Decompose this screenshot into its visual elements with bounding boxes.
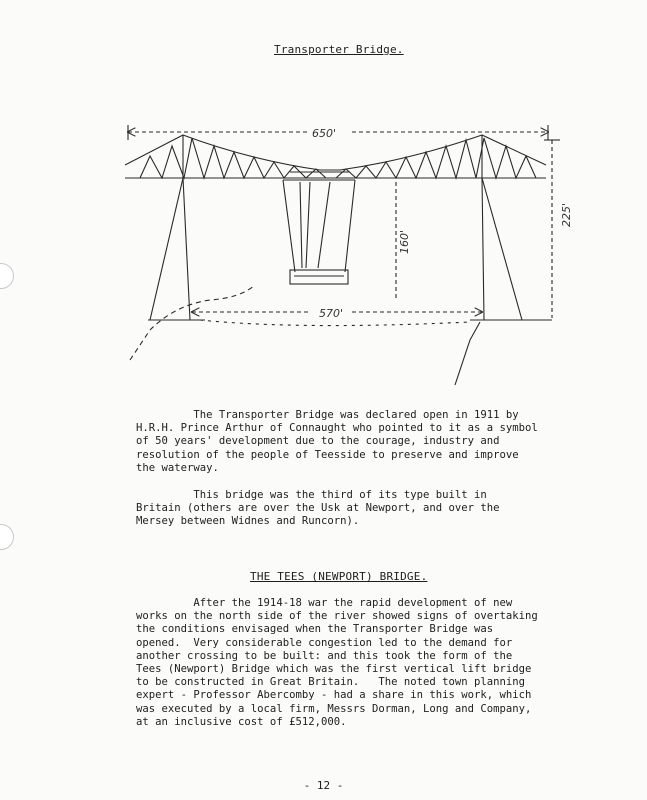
right-tower-leg-inner (482, 178, 484, 320)
paragraph-tees-bridge: After the 1914-18 war the rapid development of new works on the north side of the river showed signs of overtaking the conditions envisaged when the Transporter Bridge was opened. Very considerable congestion led to the demand for another crossing to be built: and this took the form of the Tees (Newport) Bridge which was the first vertical lift bridge to be constructed in Great Britain. The noted town planning expert - Professor Abercomby - had a share in this work, which was executed by a local firm, Messrs Dorman, Long and Company, at an inclusive cost of £512,000. (136, 597, 538, 728)
right-tower-leg-outer (482, 178, 522, 320)
truss-top-chord (125, 135, 546, 170)
paragraph-third-bridge: This bridge was the third of its type built in Britain (others are over the Usk at Newport, and over the Mersey between Widnes and Runcorn). (136, 489, 500, 528)
span-bottom-label: 570' (319, 307, 344, 320)
height-label: 225' (560, 202, 573, 227)
clearance-label: 160' (398, 229, 411, 254)
paragraph-opening: The Transporter Bridge was declared open in 1911 by H.R.H. Prince Arthur of Connaught who pointed to it as a symbol of 50 years' development due to the courage, industry and resolution of the people of Teesside to preserve and improve the waterway. (136, 409, 538, 474)
page-number: - 12 - (303, 779, 344, 792)
gondola-platform (290, 270, 348, 284)
left-tower-leg-outer (150, 178, 183, 320)
left-tower-leg-inner (183, 178, 190, 320)
span-top-label: 650' (312, 127, 337, 140)
page-title: Transporter Bridge. (274, 43, 404, 56)
punch-hole-bottom (0, 524, 14, 550)
section-heading-tees-bridge: THE TEES (NEWPORT) BRIDGE. (250, 570, 428, 583)
